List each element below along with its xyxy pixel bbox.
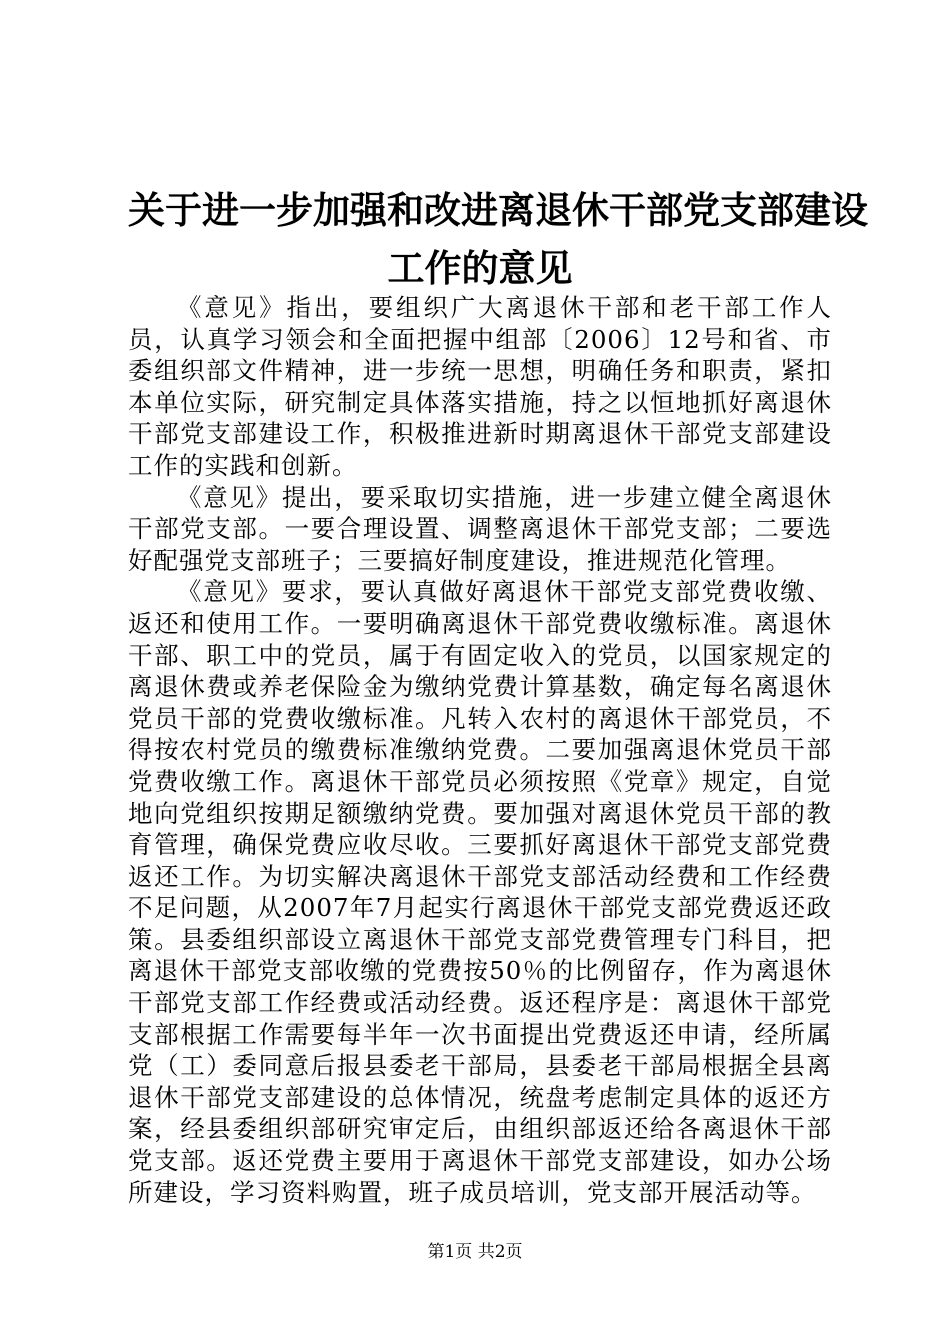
paragraph-1: 《意见》指出，要组织广大离退休干部和老干部工作人员，认真学习领会和全面把握中组部〔2006〕12号和省、市委组织部文件精神，进一步统一思想，明确任务和职责，紧扣本单位实际，研究制定具体落实措施，持之以恒地抓好离退休干部党支部建设工作，积极推进新时期离退休干部党支部建设工作的实践和创新。 — [128, 293, 832, 480]
document-body — [128, 292, 832, 1208]
paragraph-2: 《意见》提出，要采取切实措施，进一步建立健全离退休干部党支部。一要合理设置、调整离退休干部党支部；二要选好配强党支部班子；三要搞好制度建设，推进规范化管理。 — [128, 482, 832, 575]
paragraph-3: 《意见》要求，要认真做好离退休干部党支部党费收缴、返还和使用工作。一要明确离退休干部党费收缴标准。离退休干部、职工中的党员，属于有固定收入的党员，以国家规定的离退休费或养老保险金为缴纳党费计算基数，确定每名离退休党员干部的党费收缴标准。凡转入农村的离退休干部党员，不得按农村党员的缴费标准缴纳党费。二要加强离退休党员干部党费收缴工作。离退休干部党员必须按照《党章》规定，自觉地向党组织按期足额缴纳党费。要加强对离退休党员干部的教育管理，确保党费应收尽收。三要抓好离退休干部党支部党费返还工作。为切实解决离退休干部党支部活动经费和工作经费不足问题，从2007年7月起实行离退休干部党支部党费返还政策。县委组织部设立离退休干部党支部党费管理专门科目，把离退休干部党支部收缴的党费按50％的比例留存，作为离退休干部党支部工作经费或活动经费。返还程序是：离退休干部党支部根据工作需要每半年一次书面提出党费返还申请，经所属党（工）委同意后报县委老干部局，县委老干部局根据全县离退休干部党支部建设的总体情况，统盘考虑制定具体的返还方案，经县委组织部研究审定后，由组织部返还给各离退休干部党支部。返还党费主要用于离退休干部党支部建设，如办公场所建设，学习资料购置，班子成员培训，党支部开展活动等。 — [128, 577, 832, 1207]
document-title-line-1: 关于进一步加强和改进离退休干部党支部建设 — [128, 188, 868, 232]
document-title-line-2: 工作的意见 — [387, 246, 573, 290]
page-footer: 第1页 共2页 — [427, 1242, 523, 1262]
